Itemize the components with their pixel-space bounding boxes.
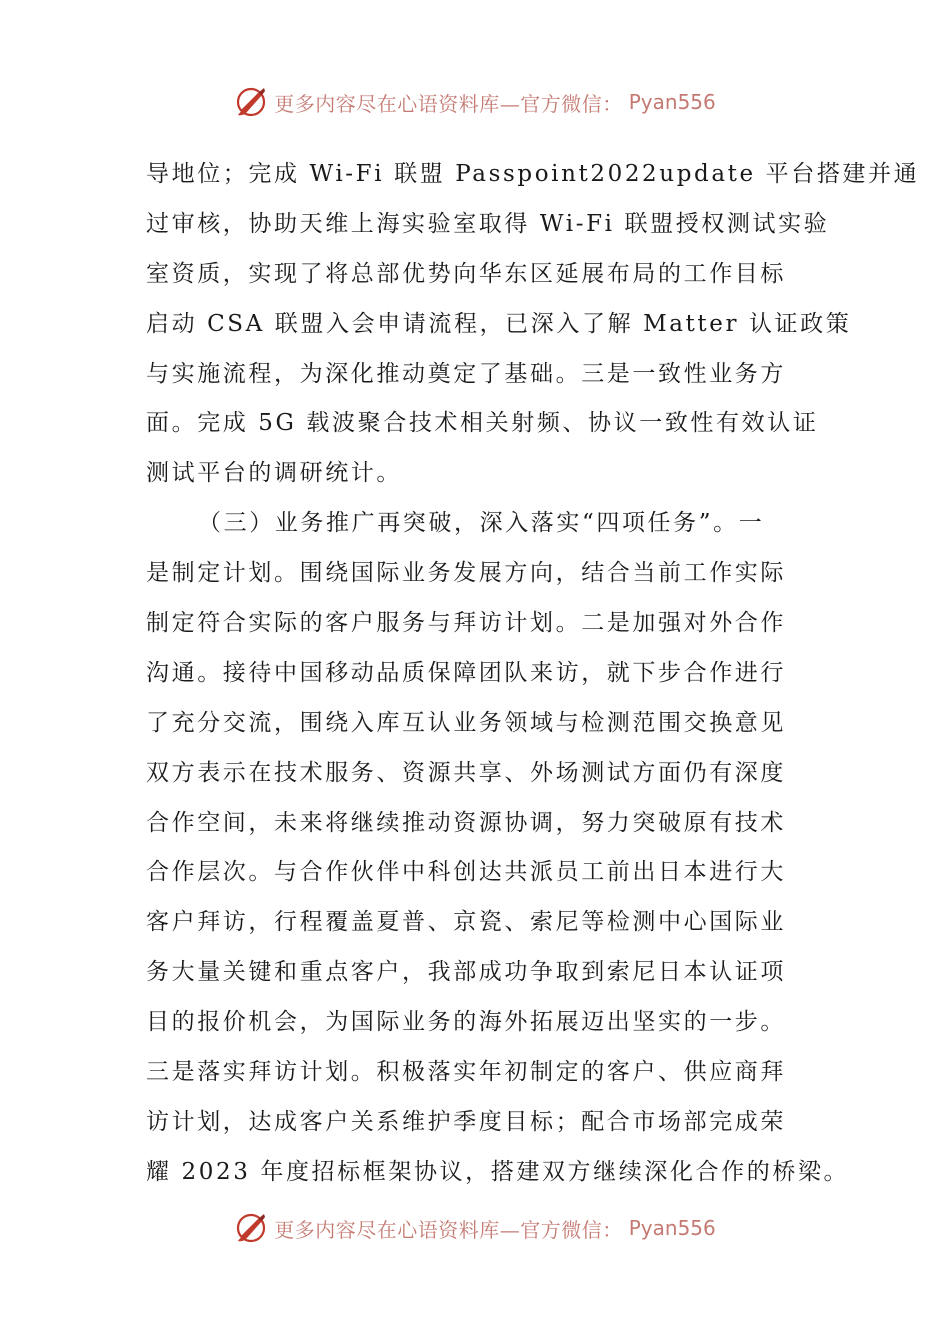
- text-line: 双方表示在技术服务、资源共享、外场测试方面仍有深度: [146, 759, 786, 786]
- text-line: 合作层次。与合作伙伴中科创达共派员工前出日本进行大: [146, 859, 786, 886]
- text-line: 了充分交流，围绕入库互认业务领域与检测范围交换意见: [146, 709, 786, 736]
- watermark-wechat-id: Pyan556: [628, 90, 716, 114]
- text-line: 启动 CSA 联盟入会申请流程，已深入了解 Matter 认证政策: [146, 310, 852, 337]
- text-line: 测试平台的调研统计。: [146, 460, 402, 487]
- footer-watermark: [0, 1208, 950, 1248]
- pen-brush-logo-icon: [234, 1211, 268, 1245]
- text-line: 与实施流程，为深化推动奠定了基础。三是一致性业务方: [146, 360, 786, 387]
- text-line: 室资质，实现了将总部优势向华东区延展布局的工作目标: [146, 260, 786, 287]
- text-line: 耀 2023 年度招标框架协议，搭建双方继续深化合作的桥梁。: [146, 1158, 850, 1185]
- text-line: 沟通。接待中国移动品质保障团队来访，就下步合作进行: [146, 659, 786, 686]
- text-line: 目的报价机会，为国际业务的海外拓展迈出坚实的一步。: [146, 1009, 786, 1036]
- text-line: 是制定计划。围绕国际业务发展方向，结合当前工作实际: [146, 560, 786, 587]
- text-line: 务大量关键和重点客户，我部成功争取到索尼日本认证项: [146, 959, 786, 986]
- document-body: [146, 150, 920, 1198]
- text-line: 客户拜访，行程覆盖夏普、京瓷、索尼等检测中心国际业: [146, 909, 786, 936]
- watermark-wechat-id: Pyan556: [628, 1216, 716, 1240]
- header-watermark: [0, 82, 950, 122]
- text-line: 三是落实拜访计划。积极落实年初制定的客户、供应商拜: [146, 1059, 786, 1086]
- watermark-text: 更多内容尽在心语资料库—官方微信：: [274, 91, 623, 116]
- section-heading-line: （三）业务推广再突破，深入落实“四项任务”。一: [198, 510, 765, 537]
- watermark-text: 更多内容尽在心语资料库—官方微信：: [274, 1217, 623, 1242]
- text-line: 访计划，达成客户关系维护季度目标；配合市场部完成荣: [146, 1108, 786, 1135]
- text-line: 导地位；完成 Wi-Fi 联盟 Passpoint2022update 平台搭建并通: [146, 161, 920, 187]
- text-line: 面。完成 5G 载波聚合技术相关射频、协议一致性有效认证: [146, 410, 819, 437]
- pen-brush-logo-icon: [234, 85, 268, 119]
- text-line: 合作空间，未来将继续推动资源协调，努力突破原有技术: [146, 809, 786, 836]
- text-line: 制定符合实际的客户服务与拜访计划。二是加强对外合作: [146, 610, 786, 637]
- text-line: 过审核，协助天维上海实验室取得 Wi-Fi 联盟授权测试实验: [146, 210, 830, 237]
